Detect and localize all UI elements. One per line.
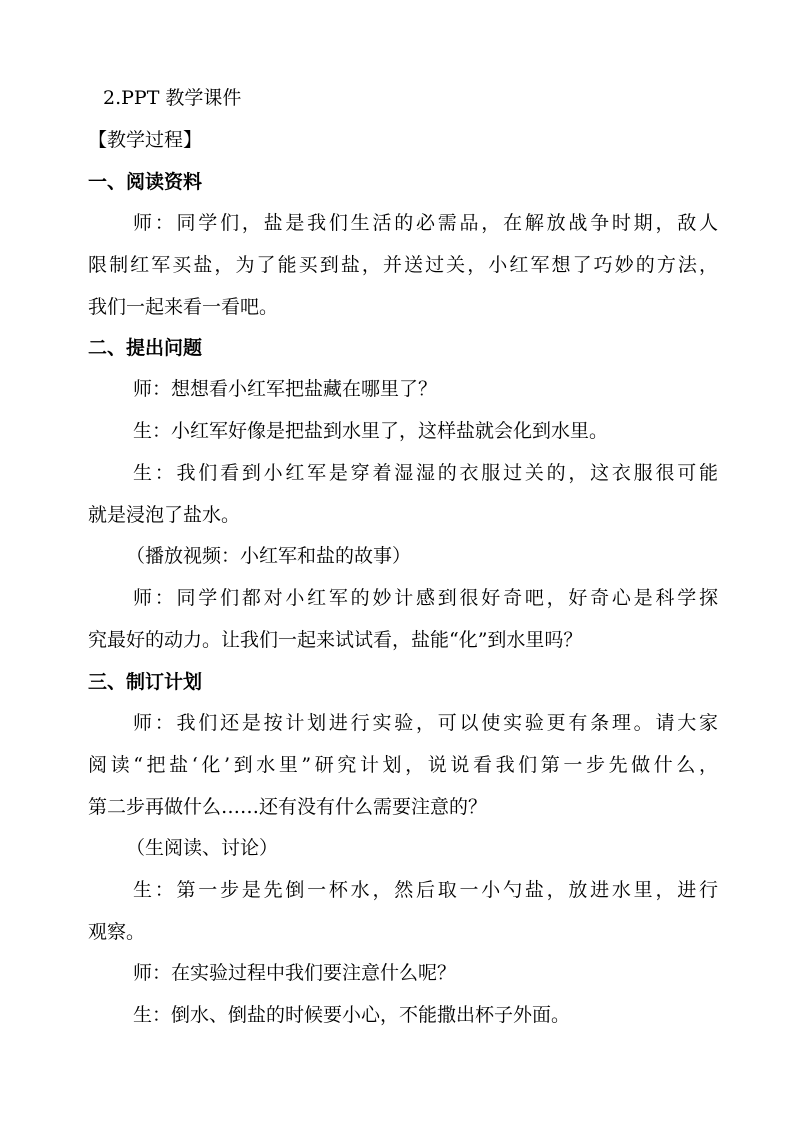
paragraph-line: 就是浸泡了盐水。 (88, 504, 241, 526)
section-label-teaching-process: 【教学过程】 (88, 129, 203, 151)
paragraph-line: 生：第一步是先倒一杯水，然后取一小勺盐，放进水里，进行 (133, 879, 718, 901)
paragraph-line: （播放视频：小红军和盐的故事） (126, 545, 412, 567)
section-heading-reading-material: 一、阅读资料 (88, 171, 203, 193)
paragraph-line: 师：同学们，盐是我们生活的必需品，在解放战争时期，敌人 (133, 212, 718, 234)
paragraph-line: 师：我们还是按计划进行实验，可以使实验更有条理。请大家 (133, 712, 718, 734)
paragraph-line: 师：在实验过程中我们要注意什么呢？ (133, 962, 457, 984)
paragraph-line: 师：同学们都对小红军的妙计感到很好奇吧，好奇心是科学探 (133, 587, 718, 609)
paragraph-line: 生：倒水、倒盐的时候要小心，不能撒出杯子外面。 (133, 1004, 571, 1026)
paragraph-line: 生：小红军好像是把盐到水里了，这样盐就会化到水里。 (133, 420, 609, 442)
paragraph-line: 生：我们看到小红军是穿着湿湿的衣服过关的，这衣服很可能 (133, 462, 718, 484)
paragraph-line: 我们一起来看一看吧。 (88, 296, 279, 318)
paragraph-line: 师：想想看小红军把盐藏在哪里了？ (133, 378, 438, 400)
section-heading-raise-question: 二、提出问题 (88, 337, 203, 359)
paragraph-line: 限制红军买盐，为了能买到盐，并送过关，小红军想了巧妙的方法， (88, 254, 718, 276)
list-item-ppt-courseware: 2.PPT 教学课件 (103, 87, 242, 109)
paragraph-line: 究最好的动力。让我们一起来试试看，盐能“化”到水里吗？ (88, 629, 583, 651)
paragraph-line: 观察。 (88, 921, 146, 943)
paragraph-line: 第二步再做什么……还有没有什么需要注意的？ (88, 796, 488, 818)
paragraph-line: （生阅读、讨论） (126, 837, 279, 859)
section-heading-make-plan: 三、制订计划 (88, 671, 203, 693)
paragraph-line: 阅读“把盐‘化’到水里”研究计划，说说看我们第一步先做什么， (88, 754, 718, 776)
